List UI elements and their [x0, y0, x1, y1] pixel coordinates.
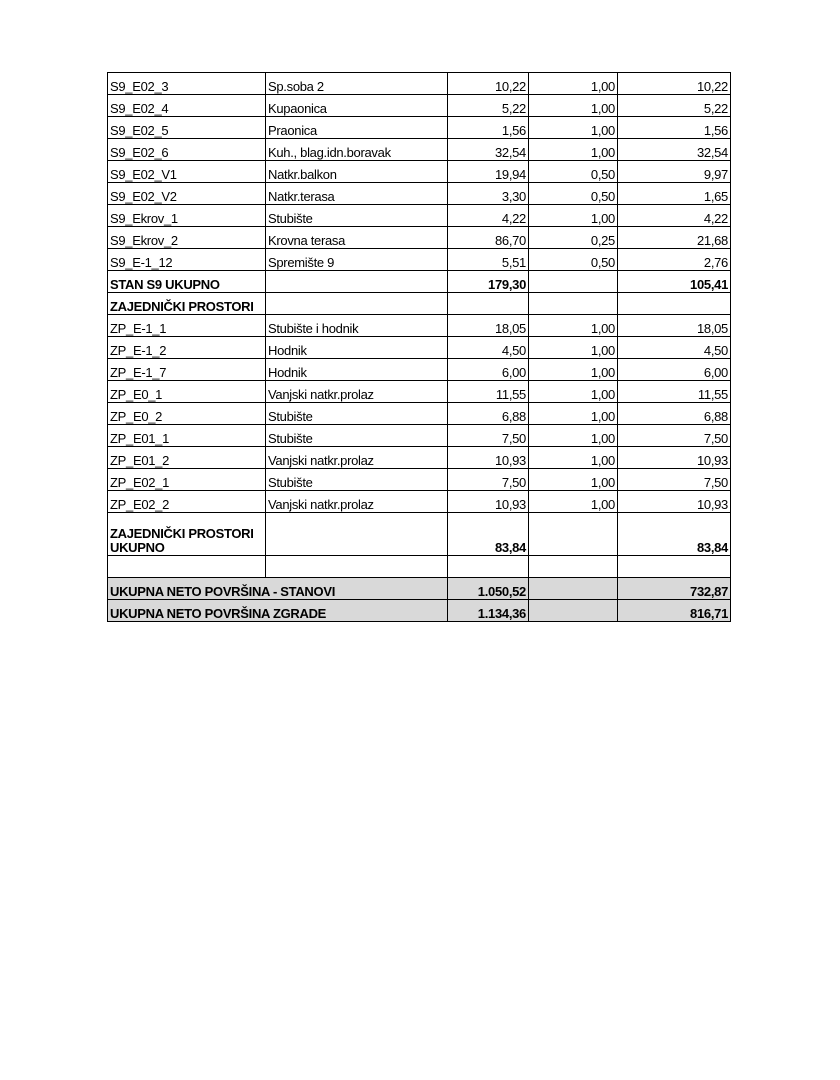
total-area-cell: 1.050,52 — [448, 578, 529, 600]
room-name-cell: Stubište — [266, 403, 448, 425]
total-label-cell: UKUPNA NETO POVRŠINA ZGRADE — [108, 600, 448, 622]
net-area-cell: 6,00 — [618, 359, 731, 381]
table-row — [108, 227, 731, 249]
room-code-cell: S9_Ekrov_2 — [108, 227, 266, 249]
area-cell: 179,30 — [448, 271, 529, 293]
coefficient-cell: 1,00 — [529, 469, 618, 491]
room-name-cell — [266, 271, 448, 293]
net-area-cell: 10,93 — [618, 447, 731, 469]
coefficient-cell: 0,50 — [529, 249, 618, 271]
area-cell: 83,84 — [448, 513, 529, 556]
net-area-cell: 105,41 — [618, 271, 731, 293]
net-area-cell: 83,84 — [618, 513, 731, 556]
room-name-cell: Kuh., blag.idn.boravak — [266, 139, 448, 161]
table-row — [108, 315, 731, 337]
area-cell: 5,51 — [448, 249, 529, 271]
net-area-cell: 2,76 — [618, 249, 731, 271]
area-cell: 6,88 — [448, 403, 529, 425]
area-cell: 3,30 — [448, 183, 529, 205]
coefficient-cell: 1,00 — [529, 139, 618, 161]
room-name-cell: Vanjski natkr.prolaz — [266, 447, 448, 469]
coefficient-cell: 1,00 — [529, 73, 618, 95]
net-area-cell: 9,97 — [618, 161, 731, 183]
total-net-area-cell: 732,87 — [618, 578, 731, 600]
room-name-cell: Praonica — [266, 117, 448, 139]
table-row — [108, 249, 731, 271]
area-cell — [448, 293, 529, 315]
area-cell: 7,50 — [448, 469, 529, 491]
room-code-cell: S9_E02_5 — [108, 117, 266, 139]
coefficient-cell: 1,00 — [529, 95, 618, 117]
room-name-cell: Sp.soba 2 — [266, 73, 448, 95]
coefficient-cell: 1,00 — [529, 117, 618, 139]
table-row — [108, 117, 731, 139]
total-net-area-cell: 816,71 — [618, 600, 731, 622]
room-name-cell: Spremište 9 — [266, 249, 448, 271]
area-cell: 10,22 — [448, 73, 529, 95]
table-row — [108, 359, 731, 381]
room-code-cell: S9_Ekrov_1 — [108, 205, 266, 227]
table-row — [108, 161, 731, 183]
net-area-cell: 6,88 — [618, 403, 731, 425]
coefficient-cell: 1,00 — [529, 491, 618, 513]
net-area-cell — [618, 293, 731, 315]
room-code-cell: S9_E02_6 — [108, 139, 266, 161]
coefficient-cell: 1,00 — [529, 403, 618, 425]
net-area-cell: 4,22 — [618, 205, 731, 227]
total-coefficient-cell — [529, 578, 618, 600]
table-row — [108, 403, 731, 425]
table-row — [108, 95, 731, 117]
area-cell: 86,70 — [448, 227, 529, 249]
coefficient-cell: 1,00 — [529, 315, 618, 337]
net-area-cell: 11,55 — [618, 381, 731, 403]
summary-row — [108, 293, 731, 315]
room-code-cell: S9_E02_V2 — [108, 183, 266, 205]
table-row — [108, 205, 731, 227]
coefficient-cell — [529, 293, 618, 315]
room-code-cell: ZP_E-1_7 — [108, 359, 266, 381]
room-name-cell: Hodnik — [266, 359, 448, 381]
area-cell: 11,55 — [448, 381, 529, 403]
room-code-cell: S9_E02_4 — [108, 95, 266, 117]
summary-row — [108, 513, 731, 556]
area-cell: 1,56 — [448, 117, 529, 139]
coefficient-cell: 1,00 — [529, 205, 618, 227]
net-area-cell: 10,22 — [618, 73, 731, 95]
room-code-cell: S9_E-1_12 — [108, 249, 266, 271]
room-name-cell: Stubište — [266, 469, 448, 491]
room-name-cell: Krovna terasa — [266, 227, 448, 249]
area-cell: 18,05 — [448, 315, 529, 337]
area-cell — [448, 556, 529, 578]
coefficient-cell: 1,00 — [529, 447, 618, 469]
room-code-cell: ZP_E0_2 — [108, 403, 266, 425]
coefficient-cell — [529, 513, 618, 556]
coefficient-cell: 0,25 — [529, 227, 618, 249]
summary-row — [108, 271, 731, 293]
room-code-cell: ZP_E02_1 — [108, 469, 266, 491]
area-cell: 4,22 — [448, 205, 529, 227]
coefficient-cell: 1,00 — [529, 425, 618, 447]
room-code-cell: ZP_E01_2 — [108, 447, 266, 469]
room-code-cell: ZAJEDNIČKI PROSTORI — [108, 293, 266, 315]
room-name-cell — [266, 293, 448, 315]
room-code-cell — [108, 556, 266, 578]
coefficient-cell: 0,50 — [529, 183, 618, 205]
coefficient-cell: 1,00 — [529, 381, 618, 403]
room-code-cell: STAN S9 UKUPNO — [108, 271, 266, 293]
total-area-cell: 1.134,36 — [448, 600, 529, 622]
net-area-cell: 7,50 — [618, 425, 731, 447]
table-row — [108, 447, 731, 469]
net-area-cell — [618, 556, 731, 578]
room-name-cell: Stubište — [266, 425, 448, 447]
total-label-cell: UKUPNA NETO POVRŠINA - STANOVI — [108, 578, 448, 600]
net-area-cell: 4,50 — [618, 337, 731, 359]
room-code-cell: ZP_E01_1 — [108, 425, 266, 447]
total-row — [108, 600, 731, 622]
area-cell: 32,54 — [448, 139, 529, 161]
room-code-cell: ZP_E-1_2 — [108, 337, 266, 359]
table-row — [108, 469, 731, 491]
net-area-cell: 1,65 — [618, 183, 731, 205]
net-area-cell: 21,68 — [618, 227, 731, 249]
room-name-cell: Hodnik — [266, 337, 448, 359]
net-area-cell: 10,93 — [618, 491, 731, 513]
room-name-cell: Vanjski natkr.prolaz — [266, 381, 448, 403]
coefficient-cell: 0,50 — [529, 161, 618, 183]
total-coefficient-cell — [529, 600, 618, 622]
table-row — [108, 491, 731, 513]
room-name-cell: Stubište i hodnik — [266, 315, 448, 337]
table-row — [108, 73, 731, 95]
net-area-cell: 32,54 — [618, 139, 731, 161]
total-row — [108, 578, 731, 600]
table-row — [108, 337, 731, 359]
room-name-cell: Kupaonica — [266, 95, 448, 117]
net-area-cell: 7,50 — [618, 469, 731, 491]
room-code-cell: ZP_E-1_1 — [108, 315, 266, 337]
room-code-cell: ZP_E0_1 — [108, 381, 266, 403]
room-code-cell: ZP_E02_2 — [108, 491, 266, 513]
table-row — [108, 139, 731, 161]
area-table — [107, 72, 731, 622]
room-code-cell: ZAJEDNIČKI PROSTORI UKUPNO — [108, 513, 266, 556]
table-row — [108, 381, 731, 403]
coefficient-cell: 1,00 — [529, 337, 618, 359]
area-cell: 6,00 — [448, 359, 529, 381]
room-name-cell — [266, 513, 448, 556]
room-name-cell: Vanjski natkr.prolaz — [266, 491, 448, 513]
area-cell: 7,50 — [448, 425, 529, 447]
room-name-cell — [266, 556, 448, 578]
table-row — [108, 183, 731, 205]
net-area-cell: 18,05 — [618, 315, 731, 337]
spacer-row — [108, 556, 731, 578]
area-cell: 19,94 — [448, 161, 529, 183]
area-cell: 5,22 — [448, 95, 529, 117]
room-code-cell: S9_E02_V1 — [108, 161, 266, 183]
net-area-cell: 5,22 — [618, 95, 731, 117]
table-row — [108, 425, 731, 447]
area-cell: 10,93 — [448, 491, 529, 513]
room-name-cell: Natkr.balkon — [266, 161, 448, 183]
room-name-cell: Stubište — [266, 205, 448, 227]
room-name-cell: Natkr.terasa — [266, 183, 448, 205]
room-code-cell: S9_E02_3 — [108, 73, 266, 95]
area-cell: 10,93 — [448, 447, 529, 469]
coefficient-cell: 1,00 — [529, 359, 618, 381]
coefficient-cell — [529, 271, 618, 293]
net-area-cell: 1,56 — [618, 117, 731, 139]
area-cell: 4,50 — [448, 337, 529, 359]
coefficient-cell — [529, 556, 618, 578]
